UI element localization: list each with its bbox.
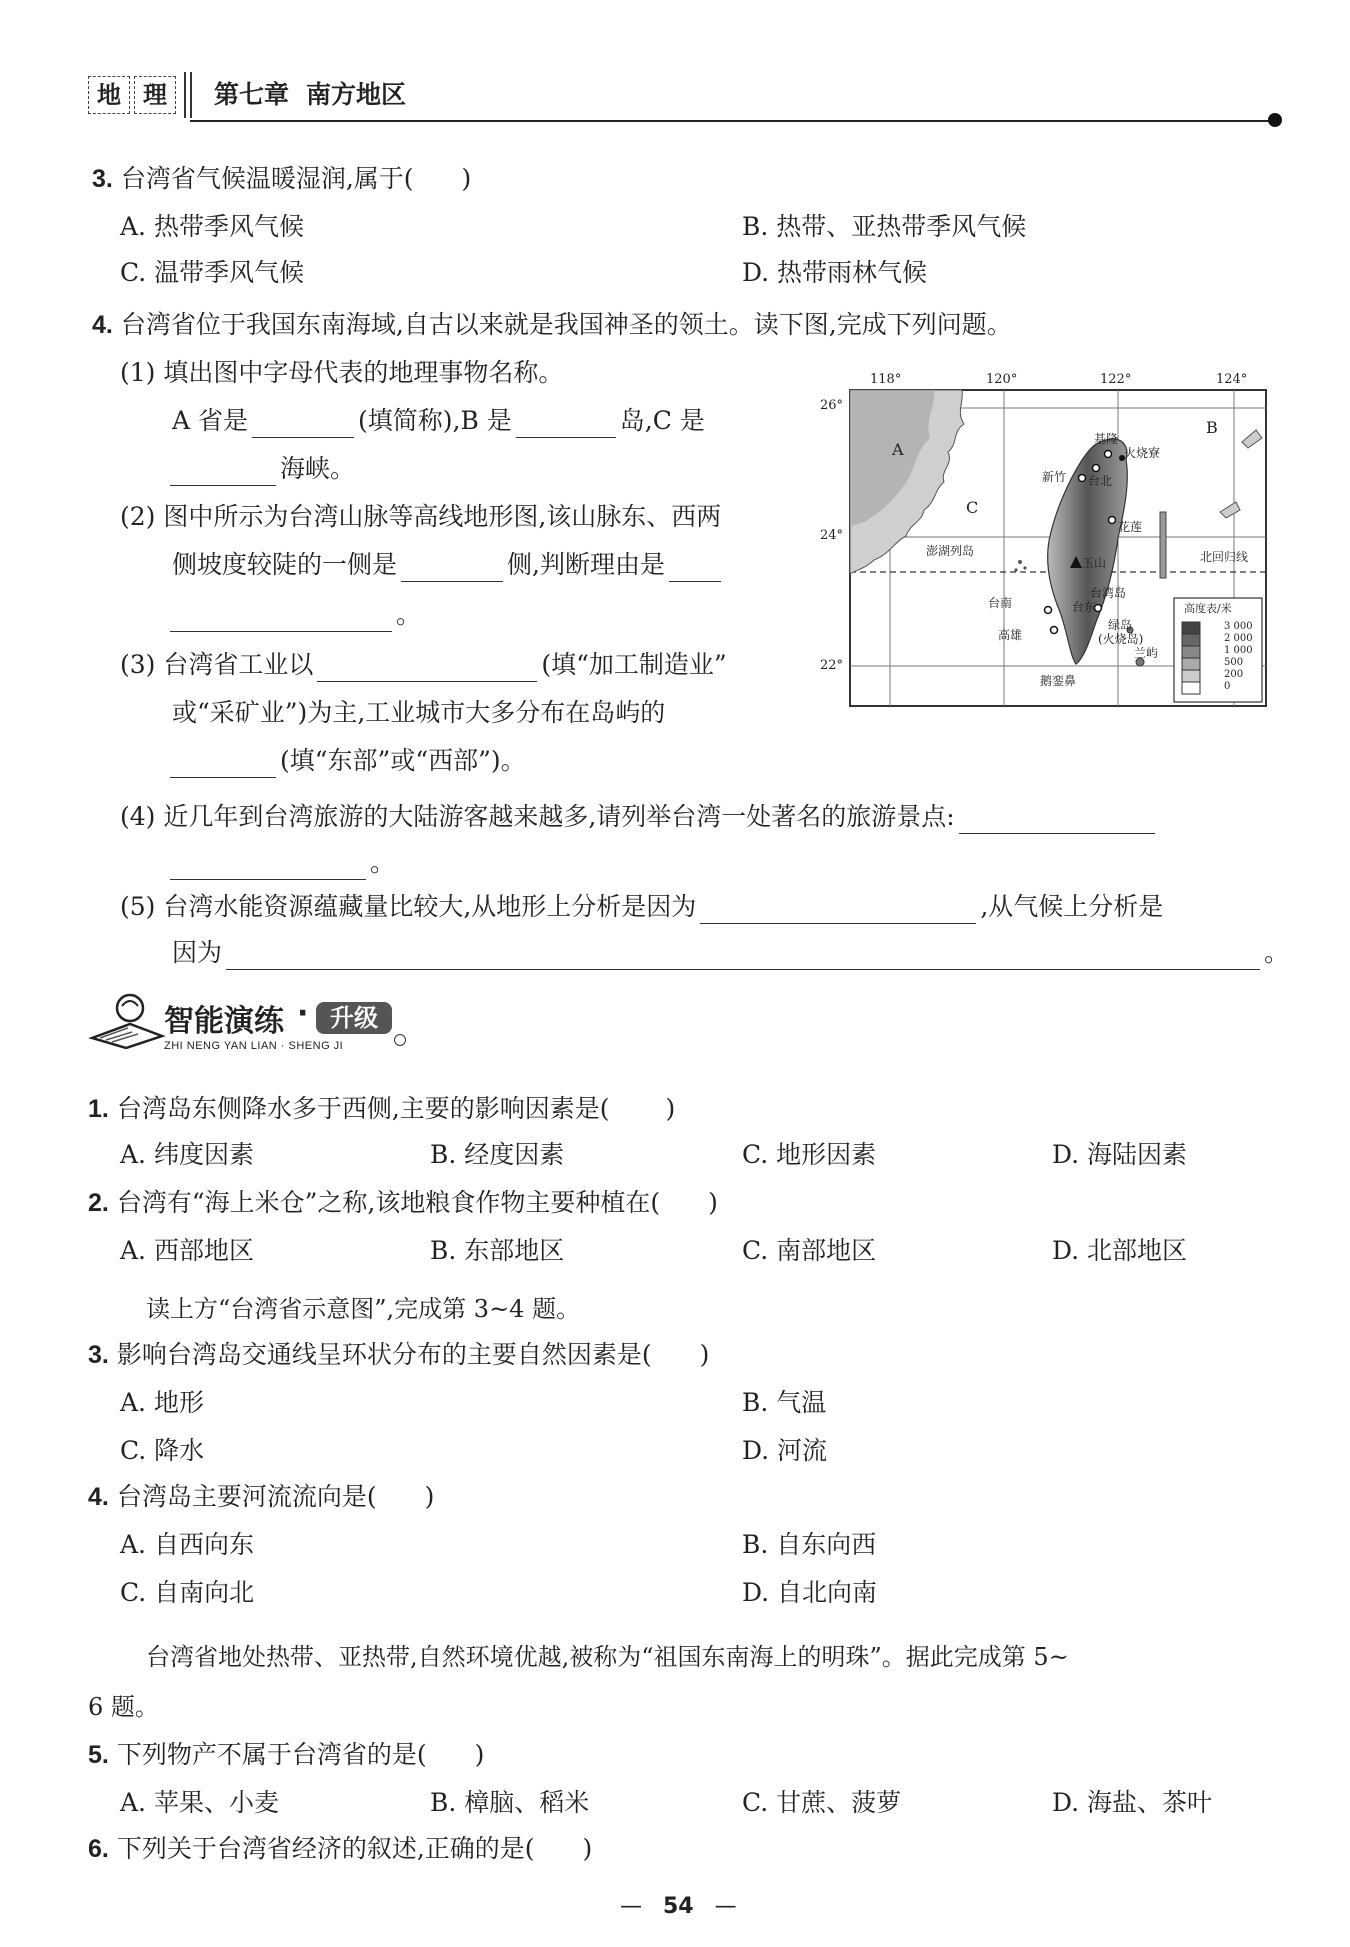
chapter-title: 南方地区 bbox=[306, 80, 407, 109]
q4-part2: (2) 图中所示为台湾山脉等高线地形图,该山脉东、西两 bbox=[120, 502, 722, 531]
header-divider bbox=[184, 72, 186, 118]
option-d: D. 海盐、茶叶 bbox=[1052, 1788, 1213, 1817]
option-d: D. 北部地区 bbox=[1052, 1236, 1188, 1265]
option-b: B. 樟脑、稻米 bbox=[430, 1788, 590, 1817]
legend-value: 0 bbox=[1224, 681, 1231, 692]
reading-note-2: 台湾省地处热带、亚热带,自然环境优越,被称为“祖国东南海上的明珠”。据此完成第 5~ bbox=[146, 1643, 1069, 1671]
option-b: B. 气温 bbox=[742, 1388, 827, 1417]
question-number: 5. bbox=[88, 1741, 109, 1769]
page-number: 54 bbox=[663, 1894, 694, 1919]
label-tropic: 北回归线 bbox=[1200, 550, 1249, 564]
question-number: 1. bbox=[88, 1095, 109, 1123]
lon-122: 122° bbox=[1100, 372, 1132, 387]
question-number: 3. bbox=[88, 1341, 109, 1369]
chapter-number: 第七章 bbox=[214, 80, 290, 109]
q4-part1-line2 bbox=[172, 404, 705, 438]
q4-part3 bbox=[120, 648, 727, 682]
question-3b bbox=[88, 1338, 709, 1372]
q4-part1-line3 bbox=[170, 452, 355, 486]
label-hualien: 花莲 bbox=[1118, 520, 1143, 534]
answer-blank[interactable] bbox=[170, 605, 392, 632]
question-stem: 影响台湾岛交通线呈环状分布的主要自然因素是( bbox=[116, 1340, 652, 1369]
label-taitung: 台东 bbox=[1072, 600, 1097, 614]
question-4b bbox=[88, 1480, 434, 1514]
label-eluanbi: 鹅銮鼻 bbox=[1040, 674, 1077, 688]
question-stem: 台湾岛主要河流流向是( bbox=[116, 1482, 377, 1511]
legend-values bbox=[1224, 621, 1253, 693]
option-b: B. 自东向西 bbox=[742, 1530, 877, 1559]
answer-blank[interactable] bbox=[516, 411, 616, 438]
option-d: D. 河流 bbox=[742, 1436, 828, 1465]
lat-26: 26° bbox=[820, 398, 844, 413]
label-kaohsiung: 高雄 bbox=[998, 628, 1023, 642]
q4-part5-line2 bbox=[172, 936, 1289, 970]
option-a: A. 热带季风气候 bbox=[120, 212, 304, 241]
option-a: A. 自西向东 bbox=[120, 1530, 254, 1559]
label-hsinchu: 新竹 bbox=[1042, 470, 1067, 484]
lon-118: 118° bbox=[870, 372, 902, 387]
label-penghu: 澎湖列岛 bbox=[926, 544, 975, 558]
paren-close: ) bbox=[699, 1340, 710, 1369]
lon-120: 120° bbox=[986, 372, 1018, 387]
subject-box-2: 理 bbox=[134, 76, 176, 114]
question-stem: 台湾省气候温暖湿润,属于( bbox=[120, 164, 414, 193]
text: (填简称),B 是 bbox=[358, 406, 512, 435]
reading-note-2-line2: 6 题。 bbox=[88, 1693, 159, 1721]
question-number: 4. bbox=[92, 311, 113, 339]
label-huoshao-island: (火烧岛) bbox=[1098, 632, 1144, 646]
question-stem: 下列物产不属于台湾省的是( bbox=[116, 1740, 427, 1769]
text: 。 bbox=[1264, 938, 1290, 967]
option-c: C. 降水 bbox=[120, 1436, 205, 1465]
option-d: D. 自北向南 bbox=[742, 1578, 878, 1607]
question-number: 6. bbox=[88, 1835, 109, 1863]
option-c: C. 自南向北 bbox=[120, 1578, 255, 1607]
answer-blank[interactable] bbox=[170, 459, 276, 486]
section-dot: · bbox=[297, 996, 309, 1031]
label-tainan: 台南 bbox=[988, 596, 1013, 610]
label-taiwan-island: 台湾岛 bbox=[1090, 586, 1127, 600]
question-stem: 台湾省位于我国东南海域,自古以来就是我国神圣的领土。读下图,完成下列问题。 bbox=[120, 310, 1012, 339]
map-letter-c: C bbox=[966, 498, 979, 517]
question-stem: 台湾岛东侧降水多于西侧,主要的影响因素是( bbox=[116, 1094, 610, 1123]
text: (4) 近几年到台湾旅游的大陆游客越来越多,请列举台湾一处著名的旅游景点: bbox=[120, 802, 955, 831]
text: (填“东部”或“西部”)。 bbox=[280, 746, 526, 775]
reader-icon bbox=[86, 992, 166, 1050]
paren-close: ) bbox=[474, 1740, 485, 1769]
answer-blank[interactable] bbox=[226, 943, 1260, 970]
answer-blank[interactable] bbox=[252, 411, 354, 438]
question-3 bbox=[92, 162, 471, 196]
header-rule bbox=[190, 120, 1275, 122]
option-c: C. 甘蔗、菠萝 bbox=[742, 1788, 902, 1817]
text: 岛,C 是 bbox=[619, 406, 705, 435]
option-c: C. 温带季风气候 bbox=[120, 258, 305, 287]
legend-title: 高度表/米 bbox=[1184, 602, 1232, 615]
option-b: B. 经度因素 bbox=[430, 1140, 565, 1169]
label-taipei: 台北 bbox=[1088, 474, 1113, 488]
text: 侧,判断理由是 bbox=[507, 550, 665, 579]
text: ,从气候上分析是 bbox=[980, 892, 1164, 921]
option-b: B. 热带、亚热带季风气候 bbox=[742, 212, 1027, 241]
lat-22: 22° bbox=[820, 658, 844, 673]
question-6 bbox=[88, 1832, 592, 1866]
legend-value: 2 000 bbox=[1224, 633, 1253, 644]
question-5 bbox=[88, 1738, 484, 1772]
question-stem: 下列关于台湾省经济的叙述,正确的是( bbox=[116, 1834, 535, 1863]
question-2 bbox=[88, 1186, 718, 1220]
answer-blank[interactable] bbox=[170, 853, 366, 880]
q4-part5 bbox=[120, 890, 1163, 924]
question-4 bbox=[92, 308, 1012, 342]
answer-blank[interactable] bbox=[700, 897, 976, 924]
text: 海峡。 bbox=[280, 454, 356, 483]
legend-value: 3 000 bbox=[1224, 621, 1253, 632]
label-huoshaoliao: 火烧寮 bbox=[1124, 446, 1161, 460]
question-number: 3. bbox=[92, 165, 113, 193]
option-b: B. 东部地区 bbox=[430, 1236, 565, 1265]
answer-blank[interactable] bbox=[170, 751, 276, 778]
q4-part4 bbox=[120, 800, 1159, 834]
text: 。 bbox=[396, 600, 422, 629]
option-a: A. 西部地区 bbox=[120, 1236, 254, 1265]
label-yushan: 玉山 bbox=[1082, 556, 1107, 570]
legend-value: 1 000 bbox=[1224, 645, 1253, 656]
subject-box-1: 地 bbox=[88, 76, 130, 114]
answer-blank[interactable] bbox=[401, 555, 503, 582]
option-a: A. 纬度因素 bbox=[120, 1140, 254, 1169]
header-divider-2 bbox=[190, 72, 192, 118]
q4-part2-line3 bbox=[170, 598, 421, 632]
lat-24: 24° bbox=[820, 528, 844, 543]
q4-part1: (1) 填出图中字母代表的地理事物名称。 bbox=[120, 358, 564, 387]
question-1 bbox=[88, 1092, 675, 1126]
answer-blank[interactable] bbox=[959, 807, 1155, 834]
text: (5) 台湾水能资源蕴藏量比较大,从地形上分析是因为 bbox=[120, 892, 697, 921]
section-badge: 升级 bbox=[316, 1002, 392, 1034]
text: 因为 bbox=[172, 938, 223, 967]
footer-dash: — bbox=[620, 1894, 642, 1919]
text: 。 bbox=[370, 848, 396, 877]
text: A 省是 bbox=[172, 406, 249, 435]
paren-close: ) bbox=[582, 1834, 593, 1863]
taiwan-map bbox=[820, 372, 1274, 712]
label-keelung: 基隆 bbox=[1094, 432, 1119, 446]
reading-note: 读上方“台湾省示意图”,完成第 3~4 题。 bbox=[146, 1295, 581, 1323]
legend-value: 200 bbox=[1224, 669, 1244, 680]
text: (3) 台湾省工业以 bbox=[120, 650, 314, 679]
paren-close: ) bbox=[461, 164, 472, 193]
paren-close: ) bbox=[708, 1188, 718, 1217]
label-green-island: 绿岛 bbox=[1108, 618, 1133, 632]
legend-value: 500 bbox=[1224, 657, 1244, 668]
question-number: 4. bbox=[88, 1483, 109, 1511]
option-d: D. 海陆因素 bbox=[1052, 1140, 1188, 1169]
lon-124: 124° bbox=[1216, 372, 1248, 387]
paren-close: ) bbox=[424, 1482, 435, 1511]
page-footer bbox=[620, 1894, 737, 1919]
option-a: A. 地形 bbox=[120, 1388, 204, 1417]
section-pinyin: ZHI NENG YAN LIAN · SHENG JI bbox=[164, 1040, 344, 1052]
text: 侧坡度较陡的一侧是 bbox=[172, 550, 398, 579]
section-title: 智能演练 bbox=[164, 1004, 284, 1039]
q4-part3-line3 bbox=[170, 744, 526, 778]
label-lanyu: 兰屿 bbox=[1134, 646, 1159, 660]
map-letter-a: A bbox=[892, 440, 904, 459]
footer-dash: — bbox=[714, 1894, 737, 1919]
header-rule-dot bbox=[1268, 113, 1282, 127]
section-end-circle bbox=[394, 1034, 406, 1046]
question-number: 2. bbox=[88, 1189, 109, 1217]
q4-part4-line2 bbox=[170, 846, 395, 880]
answer-blank[interactable] bbox=[317, 655, 537, 682]
answer-blank[interactable] bbox=[669, 555, 721, 582]
map-letter-b: B bbox=[1206, 418, 1218, 437]
option-c: C. 地形因素 bbox=[742, 1140, 877, 1169]
paren-close: ) bbox=[665, 1094, 676, 1123]
option-a: A. 苹果、小麦 bbox=[120, 1788, 279, 1817]
option-d: D. 热带雨林气候 bbox=[742, 258, 928, 287]
q4-part3-line2: 或“采矿业”)为主,工业城市大多分布在岛屿的 bbox=[172, 698, 666, 727]
track bbox=[1160, 512, 1166, 578]
question-stem: 台湾有“海上米仓”之称,该地粮食作物主要种植在( bbox=[116, 1188, 661, 1217]
text: (填“加工制造业” bbox=[541, 650, 727, 679]
q4-part2-line2 bbox=[172, 548, 725, 582]
option-c: C. 南部地区 bbox=[742, 1236, 877, 1265]
